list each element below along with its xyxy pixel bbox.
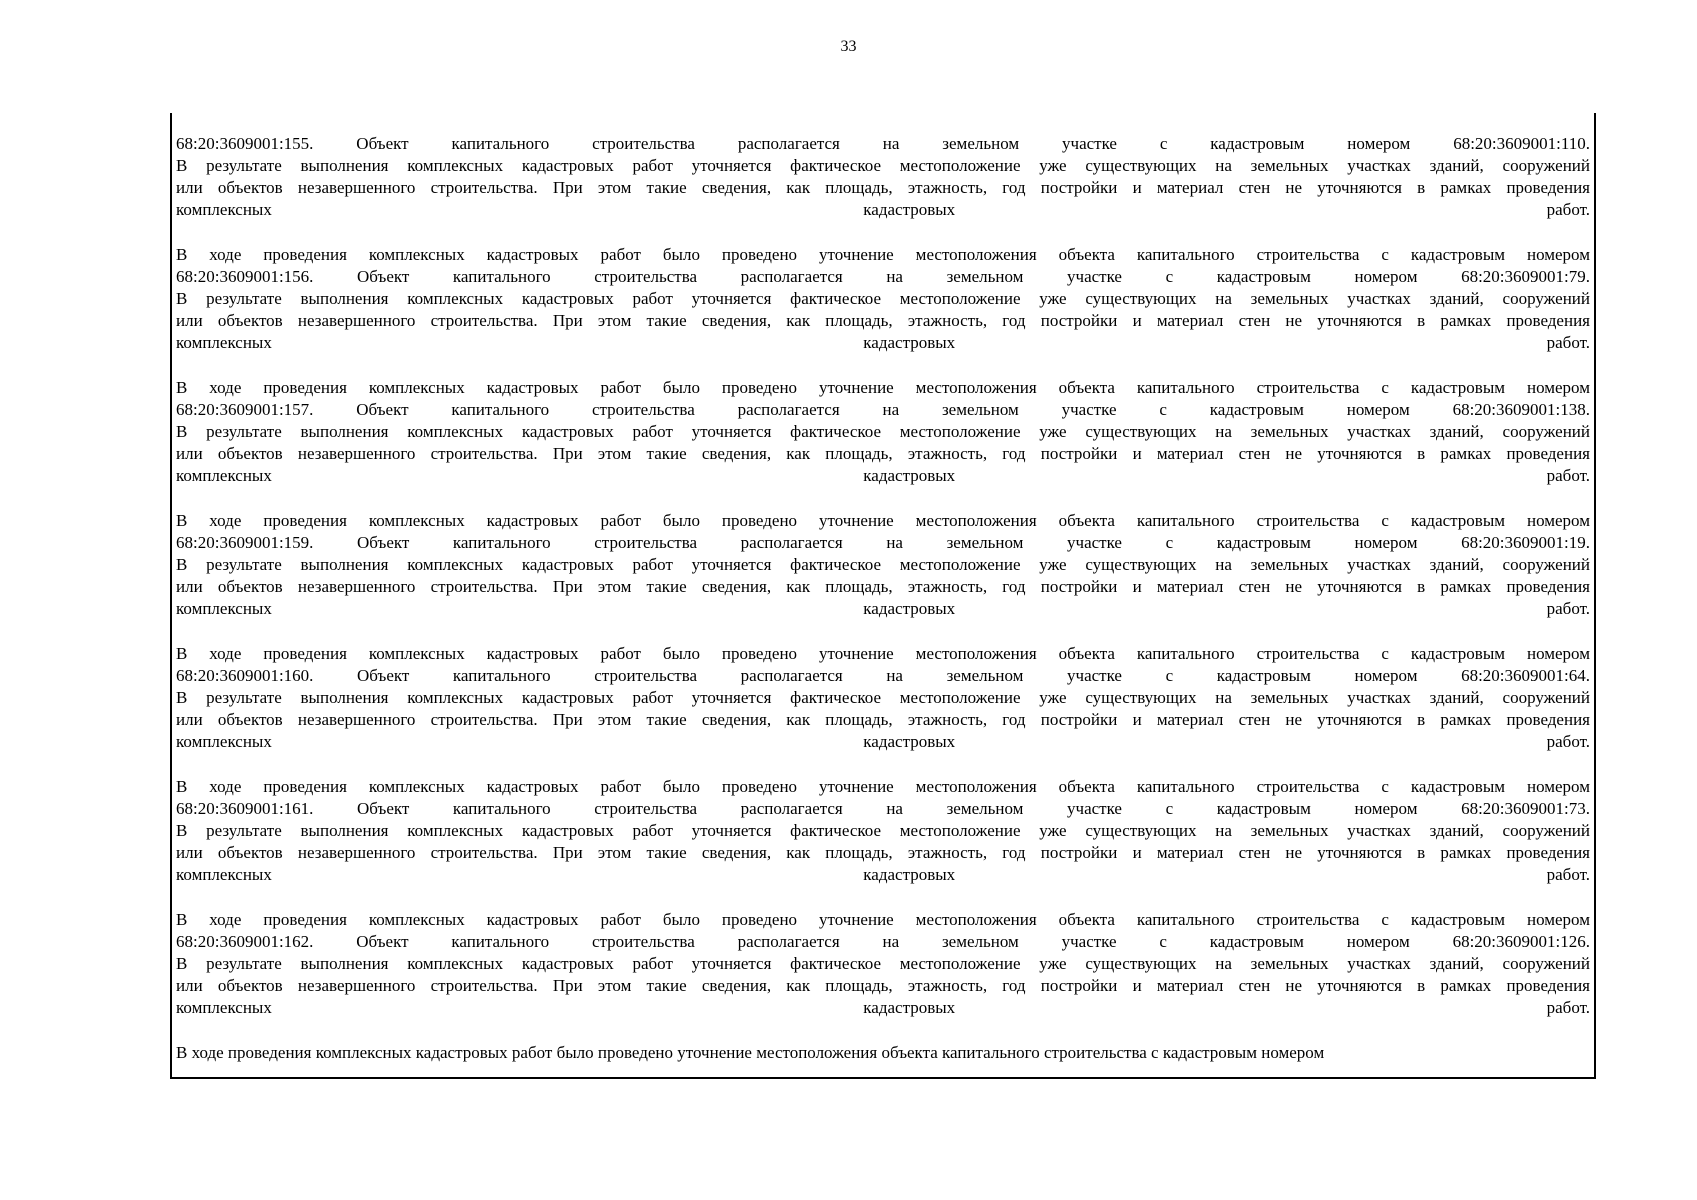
- text-frame: [170, 113, 1596, 1079]
- text-line: В ходе проведения комплексных кадастровых работ было проведено уточнение местоположения объекта капитального строительства с кадастровым номером: [176, 378, 1590, 397]
- text-line: В результате выполнения комплексных кадастровых работ уточняется фактическое местоположение уже существующих на земельных участках зданий, сооружений: [176, 156, 1590, 175]
- text-line: или объектов незавершенного строительства. При этом такие сведения, как площадь, этажность, год постройки и материал стен не уточняются в рамках проведения: [176, 311, 1590, 330]
- text-line: В ходе проведения комплексных кадастровых работ было проведено уточнение местоположения объекта капитального строительства с кадастровым номером: [176, 511, 1590, 530]
- text-line: или объектов незавершенного строительства. При этом такие сведения, как площадь, этажность, год постройки и материал стен не уточняются в рамках проведения: [176, 444, 1590, 463]
- text-line: или объектов незавершенного строительства. При этом такие сведения, как площадь, этажность, год постройки и материал стен не уточняются в рамках проведения: [176, 976, 1590, 995]
- text-line: комплексных кадастровых работ.: [176, 732, 1590, 751]
- text-line: 68:20:3609001:157. Объект капитального строительства располагается на земельном участке с кадастровым номером 68:20:3609001:138.: [176, 400, 1590, 419]
- text-line: комплексных кадастровых работ.: [176, 865, 1590, 884]
- text-line: В результате выполнения комплексных кадастровых работ уточняется фактическое местоположение уже существующих на земельных участках зданий, сооружений: [176, 289, 1590, 308]
- text-line: 68:20:3609001:162. Объект капитального строительства располагается на земельном участке с кадастровым номером 68:20:3609001:126.: [176, 932, 1590, 951]
- text-line: В ходе проведения комплексных кадастровых работ было проведено уточнение местоположения объекта капитального строительства с кадастровым номером: [176, 910, 1590, 929]
- text-line: В результате выполнения комплексных кадастровых работ уточняется фактическое местоположение уже существующих на земельных участках зданий, сооружений: [176, 555, 1590, 574]
- text-line: комплексных кадастровых работ.: [176, 599, 1590, 618]
- paragraph-6: [176, 776, 1590, 886]
- document-body: [176, 133, 1590, 1087]
- paragraph-4: [176, 510, 1590, 620]
- paragraph-8: [176, 1042, 1590, 1064]
- paragraph-1: [176, 133, 1590, 221]
- text-line: или объектов незавершенного строительства. При этом такие сведения, как площадь, этажность, год постройки и материал стен не уточняются в рамках проведения: [176, 577, 1590, 596]
- text-line: комплексных кадастровых работ.: [176, 466, 1590, 485]
- text-line: В результате выполнения комплексных кадастровых работ уточняется фактическое местоположение уже существующих на земельных участках зданий, сооружений: [176, 821, 1590, 840]
- text-line: 68:20:3609001:155. Объект капитального строительства располагается на земельном участке с кадастровым номером 68:20:3609001:110.: [176, 134, 1590, 153]
- text-line: В ходе проведения комплексных кадастровых работ было проведено уточнение местоположения объекта капитального строительства с кадастровым номером: [176, 777, 1590, 796]
- page-number: 33: [840, 38, 857, 55]
- text-line: 68:20:3609001:159. Объект капитального строительства располагается на земельном участке с кадастровым номером 68:20:3609001:19.: [176, 533, 1590, 552]
- text-line: В результате выполнения комплексных кадастровых работ уточняется фактическое местоположение уже существующих на земельных участках зданий, сооружений: [176, 688, 1590, 707]
- text-line: В результате выполнения комплексных кадастровых работ уточняется фактическое местоположение уже существующих на земельных участках зданий, сооружений: [176, 954, 1590, 973]
- paragraph-2: [176, 244, 1590, 354]
- text-line: комплексных кадастровых работ.: [176, 998, 1590, 1017]
- paragraph-5: [176, 643, 1590, 753]
- paragraph-7: [176, 909, 1590, 1019]
- text-line: В ходе проведения комплексных кадастровых работ было проведено уточнение местоположения объекта капитального строительства с кадастровым номером: [176, 644, 1590, 663]
- text-line: или объектов незавершенного строительства. При этом такие сведения, как площадь, этажность, год постройки и материал стен не уточняются в рамках проведения: [176, 178, 1590, 197]
- text-line: 68:20:3609001:156. Объект капитального строительства располагается на земельном участке с кадастровым номером 68:20:3609001:79.: [176, 267, 1590, 286]
- text-line: В ходе проведения комплексных кадастровых работ было проведено уточнение местоположения объекта капитального строительства с кадастровым номером: [176, 245, 1590, 264]
- text-line: или объектов незавершенного строительства. При этом такие сведения, как площадь, этажность, год постройки и материал стен не уточняются в рамках проведения: [176, 843, 1590, 862]
- text-line: комплексных кадастровых работ.: [176, 333, 1590, 352]
- text-line: 68:20:3609001:160. Объект капитального строительства располагается на земельном участке с кадастровым номером 68:20:3609001:64.: [176, 666, 1590, 685]
- text-line: В результате выполнения комплексных кадастровых работ уточняется фактическое местоположение уже существующих на земельных участках зданий, сооружений: [176, 422, 1590, 441]
- text-line: 68:20:3609001:161. Объект капитального строительства располагается на земельном участке с кадастровым номером 68:20:3609001:73.: [176, 799, 1590, 818]
- text-line: или объектов незавершенного строительства. При этом такие сведения, как площадь, этажность, год постройки и материал стен не уточняются в рамках проведения: [176, 710, 1590, 729]
- paragraph-3: [176, 377, 1590, 487]
- text-line: В ходе проведения комплексных кадастровых работ было проведено уточнение местоположения объекта капитального строительства с кадастровым номером: [176, 1043, 1325, 1062]
- text-line: комплексных кадастровых работ.: [176, 200, 1590, 219]
